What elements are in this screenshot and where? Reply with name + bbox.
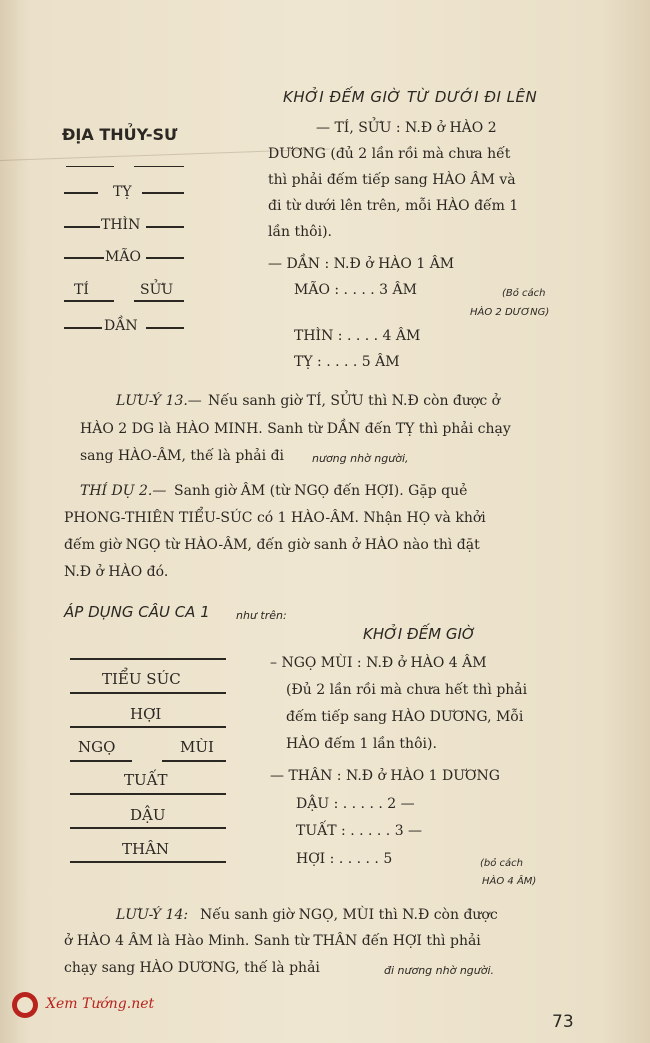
p2-line-2: (Đủ 2 lần rồi mà chưa hết thì phải <box>286 682 528 698</box>
list2-hoi-note-2: HÀO 4 ÂM) <box>482 876 537 887</box>
list1-dan: — DẦN : N.Đ ở HÀO 1 ÂM <box>268 256 455 272</box>
luu-y-14-line-2: ở HÀO 4 ÂM là Hào Minh. Sanh từ THÂN đến HỢI thì phải <box>64 933 481 949</box>
diagram2-dau: DẬU <box>130 806 166 824</box>
luu-y-13-label-text: LƯU-Ý 13.— <box>116 393 202 409</box>
list2-tuat: TUẤT : . . . . . 3 — <box>296 823 423 839</box>
diagram1-line-ti <box>64 300 114 302</box>
diagram2-line-mui <box>162 760 226 762</box>
luu-y-13-line-1: Nếu sanh giờ TÍ, SỬU thì N.Đ còn được ở <box>208 393 501 409</box>
diagram1-line-suu <box>134 300 184 302</box>
thi-du-2-line-2: PHONG-THIÊN TIỂU-SÚC có 1 HÀO-ÂM. Nhận HỌ và khởi <box>64 510 486 526</box>
ap-dung-label: ÁP DỤNG CÂU CA 1 <box>64 603 210 621</box>
diagram1-thin: THÌN <box>101 217 141 233</box>
diagram2-than: THÂN <box>122 840 170 858</box>
site-watermark: Xem Tướng.net <box>46 996 155 1012</box>
diagram2-line-tuat <box>70 793 226 795</box>
diagram1-line-thin-right <box>146 226 184 228</box>
ap-dung-small: như trên: <box>236 609 287 622</box>
diagram2-line-hoi <box>70 726 226 728</box>
diagram2-line-dau <box>70 827 226 829</box>
list2-than: — THÂN : N.Đ ở HÀO 1 DƯƠNG <box>270 768 500 784</box>
diagram1-line-mao-left <box>64 257 104 259</box>
p2-line-4: HÀO đếm 1 lần thôi). <box>286 736 437 752</box>
diagram1-line-dan-left <box>64 327 102 329</box>
diagram2-mui: MÙI <box>180 738 214 756</box>
diagram1-line-mao-right <box>146 257 184 259</box>
diagram1-line-dan-right <box>146 327 184 329</box>
thi-du-2-line-3: đếm giờ NGỌ từ HÀO-ÂM, đến giờ sanh ở HÀO nào thì đặt <box>64 537 480 553</box>
diagram1-ti: TÍ <box>74 282 89 298</box>
diagram2-ngo: NGỌ <box>78 738 116 756</box>
diagram2-tuat: TUẤT <box>124 771 168 789</box>
luu-y-13-line-3b: nương nhờ người, <box>312 452 409 465</box>
list1-thin: THÌN : . . . . 4 ÂM <box>294 328 421 344</box>
diagram2-line-top <box>70 658 226 660</box>
p1-line-2: DƯƠNG (đủ 2 lần rồi mà chưa hết <box>268 146 511 162</box>
thi-du-2-line-1: Sanh giờ ÂM (từ NGỌ đến HỢI). Gặp quẻ <box>174 483 468 499</box>
diagram1-line-top-left <box>66 166 114 167</box>
p1-line-5: lần thôi). <box>268 224 332 240</box>
diagram2-line-than <box>70 861 226 863</box>
diagram2-tieu-suc: TIỂU SÚC <box>102 670 181 688</box>
list1-mao: MÃO : . . . . 3 ÂM <box>294 282 417 298</box>
p1-line-4: đi từ dưới lên trên, mỗi HÀO đếm 1 <box>268 198 519 214</box>
list1-ty: TỴ : . . . . 5 ÂM <box>294 354 400 370</box>
p2-line-1: – NGỌ MÙI : N.Đ ở HÀO 4 ÂM <box>270 655 487 671</box>
thi-du-2-label: THÍ DỤ 2.— <box>80 483 167 499</box>
diagram1-dan: DẦN <box>104 318 138 334</box>
diagram1-line-ty-left <box>64 192 98 194</box>
diagram1-ty: TỴ <box>113 184 132 200</box>
p1-line-1: — TÍ, SỬU : N.Đ ở HÀO 2 <box>316 120 497 136</box>
page-number: 73 <box>552 1012 574 1032</box>
thi-du-2-line-4: N.Đ ở HÀO đó. <box>64 564 169 580</box>
luu-y-14-line-1: Nếu sanh giờ NGỌ, MÙI thì N.Đ còn được <box>200 907 498 923</box>
luu-y-14-line-3b: đi nương nhờ người. <box>384 964 495 977</box>
p1-line-3: thì phải đếm tiếp sang HÀO ÂM và <box>268 172 516 188</box>
diagram1-line-top-right <box>134 166 184 167</box>
list2-hoi: HỢI : . . . . . 5 <box>296 851 393 867</box>
diagram1-line-thin-left <box>64 226 100 228</box>
diagram2-line-1 <box>70 692 226 694</box>
luu-y-13-line-3a: sang HÀO-ÂM, thế là phải đi <box>80 448 285 464</box>
diagram1-suu: SỬU <box>140 282 174 298</box>
diagram1-line-ty-right <box>142 192 184 194</box>
luu-y-14-label: LƯU-Ý 14: <box>116 907 189 923</box>
list2-hoi-note-1: (bỏ cách <box>480 858 524 869</box>
list1-mao-note-2: HÀO 2 DƯƠNG) <box>470 307 550 318</box>
diagram1-mao: MÃO <box>105 249 141 265</box>
diagram2-hoi: HỢI <box>130 705 162 723</box>
list1-mao-note-1: (Bỏ cách <box>502 288 546 299</box>
p2-line-3: đếm tiếp sang HÀO DƯƠNG, Mỗi <box>286 709 524 725</box>
luu-y-13-label <box>116 393 202 409</box>
list2-dau: DẬU : . . . . . 2 — <box>296 796 415 812</box>
diagram2-line-ngo <box>70 760 132 762</box>
hexagram-title: ĐỊA THỦY-SƯ <box>62 125 178 144</box>
yin-yang-logo-icon <box>12 992 38 1018</box>
khoi-dem-gio-header: KHỞI ĐẾM GIỜ <box>363 625 476 643</box>
section-header: KHỞI ĐẾM GIỜ TỪ DƯỚI ĐI LÊN <box>283 88 538 106</box>
luu-y-13-line-2: HÀO 2 DG là HÀO MINH. Sanh từ DẦN đến TỴ thì phải chạy <box>80 421 511 437</box>
luu-y-14-line-3a: chạy sang HÀO DƯƠNG, thế là phải <box>64 960 320 976</box>
